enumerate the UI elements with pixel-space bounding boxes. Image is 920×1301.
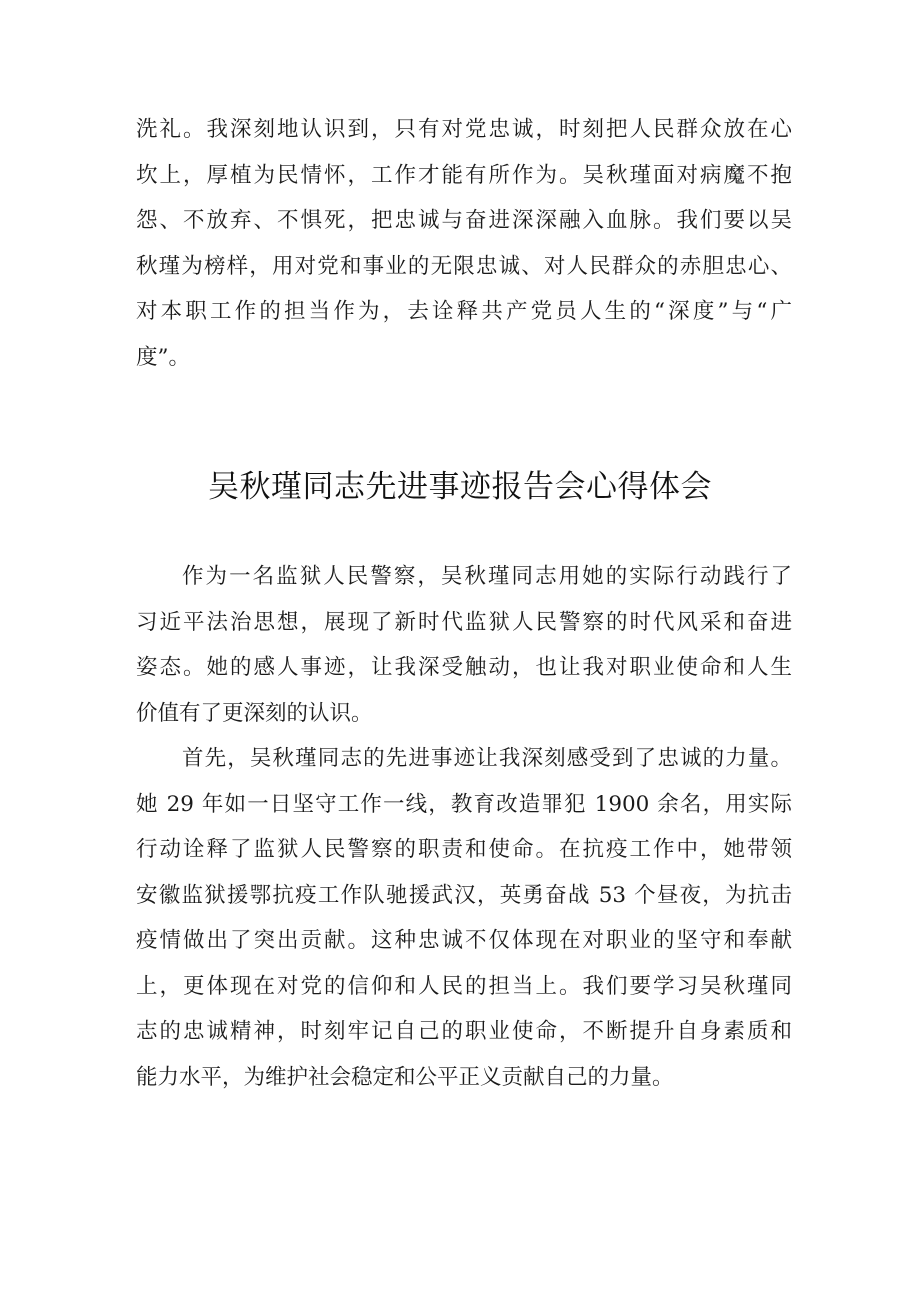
text-line: 怨、不放弃、不惧死，把忠诚与奋进深深融入血脉。我们要以吴 <box>136 208 792 233</box>
text-line: 她 29 年如一日坚守工作一线，教育改造罪犯 1900 余名，用实际 <box>136 791 792 817</box>
text-line: 价值有了更深刻的认识。 <box>136 700 373 726</box>
paragraph-1 <box>136 554 792 736</box>
text-line: 首先，吴秋瑾同志的先进事迹让我深刻感受到了忠诚的力量。 <box>182 746 792 771</box>
text-line: 上，更体现在对党的信仰和人民的担当上。我们要学习吴秋瑾同 <box>136 973 792 999</box>
top-paragraph <box>136 107 792 380</box>
text-line: 志的忠诚精神，时刻牢记自己的职业使命，不断提升自身素质和 <box>136 1019 792 1044</box>
text-line: 安徽监狱援鄂抗疫工作队驰援武汉，英勇奋战 53 个昼夜，为抗击 <box>136 882 792 908</box>
text-line: 作为一名监狱人民警察，吴秋瑾同志用她的实际行动践行了 <box>182 564 792 589</box>
paragraph-2 <box>136 736 792 1100</box>
text-line: 疫情做出了突出贡献。这种忠诚不仅体现在对职业的坚守和奉献 <box>136 928 792 953</box>
text-line: 洗礼。我深刻地认识到，只有对党忠诚，时刻把人民群众放在心 <box>136 117 792 142</box>
text-line: 度”。 <box>136 344 190 370</box>
text-line: 行动诠释了监狱人民警察的职责和使命。在抗疫工作中，她带领 <box>136 837 792 862</box>
text-line: 坎上，厚植为民情怀，工作才能有所作为。吴秋瑾面对病魔不抱 <box>136 162 792 188</box>
text-line: 秋瑾为榜样，用对党和事业的无限忠诚、对人民群众的赤胆忠心、 <box>136 253 792 279</box>
text-line: 习近平法治思想，展现了新时代监狱人民警察的时代风采和奋进 <box>136 609 792 635</box>
document-title: 吴秋瑾同志先进事迹报告会心得体会 <box>208 469 712 505</box>
text-line: 能力水平，为维护社会稳定和公平正义贡献自己的力量。 <box>136 1064 674 1090</box>
text-line: 姿态。她的感人事迹，让我深受触动，也让我对职业使命和人生 <box>136 655 792 680</box>
text-line: 对本职工作的担当作为，去诠释共产党员人生的“深度”与“广 <box>136 299 792 324</box>
